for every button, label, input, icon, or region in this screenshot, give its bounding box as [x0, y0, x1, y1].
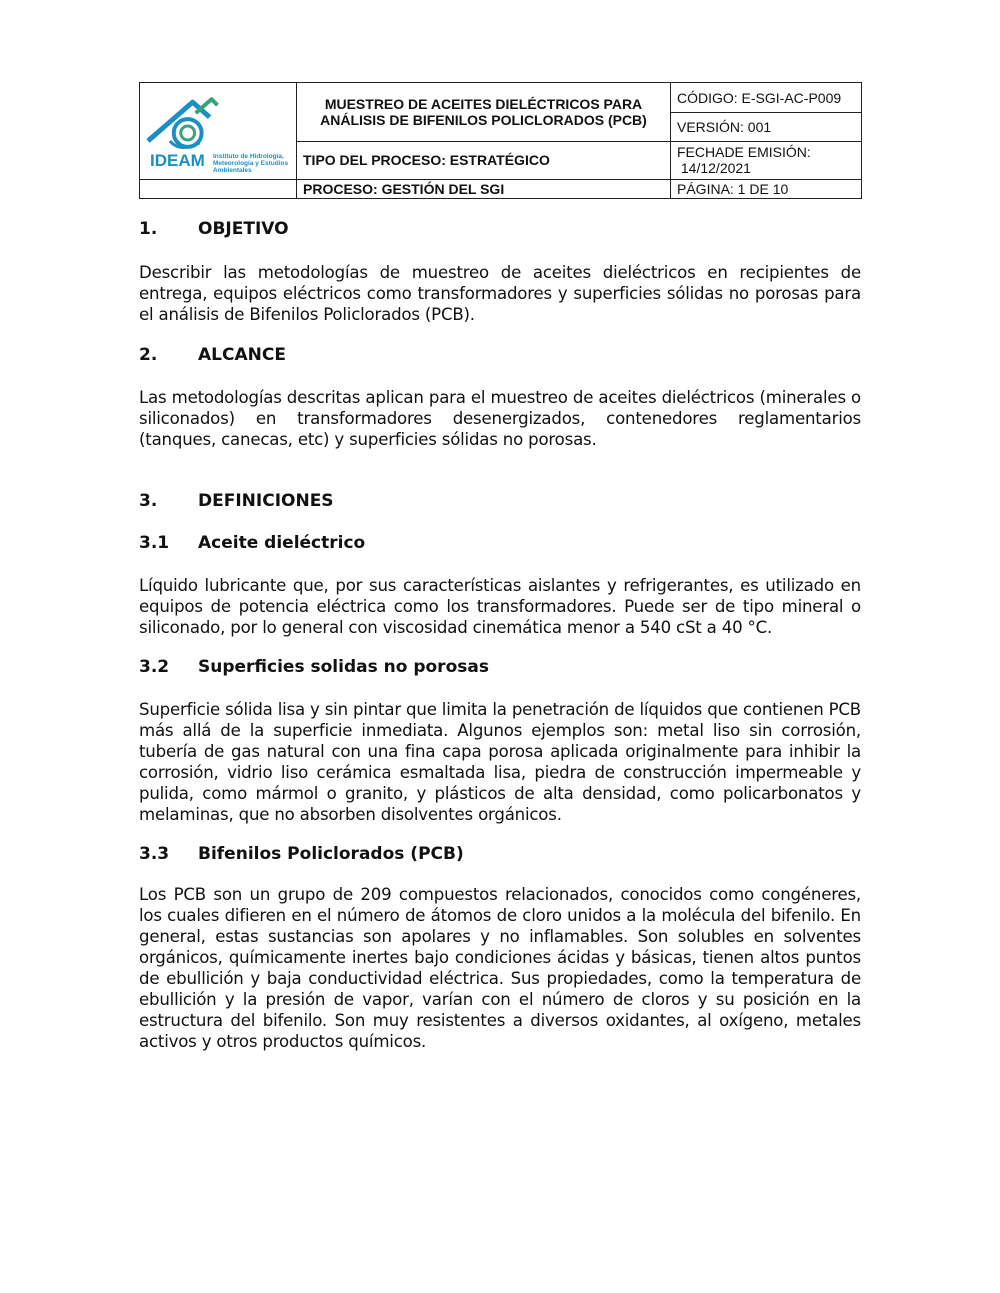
section-number: 3.2 — [139, 657, 170, 677]
pagina-cell: PÁGINA: 1 DE 10 — [671, 180, 862, 199]
title-line-1: MUESTREO DE ACEITES DIELÉCTRICOS PARA — [324, 95, 643, 112]
tipo-proceso-cell: TIPO DEL PROCESO: ESTRATÉGICO — [297, 141, 671, 179]
subsection-heading-superficies — [139, 657, 489, 677]
subsection-heading-aceite-dielectrico — [139, 533, 365, 553]
section-heading-definiciones — [139, 491, 334, 511]
section-body-objetivo: Describir las metodologías de muestreo de aceites dieléctricos en recipientes de entrega, equipos eléctricos como transformadores y superficies sólidas no porosas para el análisis de Bifenilos Policlorados (PCB). — [139, 263, 861, 324]
title-line-2: ANÁLISIS DE BIFENILOS POLICLORADOS (PCB) — [320, 111, 647, 128]
logo-bottom-spacer — [140, 180, 297, 199]
codigo-cell: CÓDIGO: E-SGI-AC-P009 — [671, 83, 862, 113]
version-cell: VERSIÓN: 001 — [671, 113, 862, 141]
document-title — [297, 83, 671, 142]
section-title: OBJETIVO — [198, 219, 289, 239]
proceso-cell: PROCESO: GESTIÓN DEL SGI — [297, 180, 671, 199]
document-header-table — [139, 82, 862, 199]
fecha-emision-value: 14/12/2021 — [677, 160, 751, 177]
logo-cell — [140, 83, 297, 180]
subsection-body-superficies: Superficie sólida lisa y sin pintar que limita la penetración de líquidos que contienen PCB más allá de la superficie inmediata. Algunos ejemplos son: metal liso sin corrosión, tubería de gas natural con una fina capa porosa aplicada originalmente para inhibir la corrosión, vidrio liso cerámica esmaltada lisa, piedra de construcción impermeable y pulida, como mármol o granito, y plásticos de alta densidad, como policarbonatos y melaminas, que no absorben disolventes orgánicos. — [139, 700, 861, 824]
section-title: Superficies solidas no porosas — [198, 657, 489, 677]
section-title: Aceite dieléctrico — [198, 533, 366, 553]
section-body-alcance: Las metodologías descritas aplican para el muestreo de aceites dieléctricos (minerales o siliconados) en transformadores desenergizados, contenedores reglamentarios (tanques, canecas, etc) y superficies sólidas no porosas. — [139, 388, 861, 449]
subsection-body-pcb: Los PCB son un grupo de 209 compuestos relacionados, conocidos como congéneres, los cuales difieren en el número de átomos de cloro unidos a la molécula del bifenilo. En general, estas sustancias son apolares y no inflamables. Son solubles en solventes orgánicos, químicamente inertes bajo condiciones ácidas y básicas, tienen altos puntos de ebullición y baja conductividad eléctrica. Sus propiedades, como la temperatura de ebullición y la presión de vapor, varían con el número de cloros y su posición en la estructura del bifenilo. Son muy resistentes a diversos oxidantes, al oxígeno, metales activos y otros productos químicos. — [139, 885, 861, 1051]
logo-subtitle-text: Instituto de Hidrología, Meteorología y Estudios Ambientales — [213, 153, 289, 174]
section-number: 1. — [139, 219, 158, 239]
fecha-emision-cell — [671, 141, 862, 179]
subsection-heading-pcb — [139, 844, 464, 864]
section-title: DEFINICIONES — [198, 491, 334, 511]
section-heading-alcance — [139, 345, 286, 365]
section-number: 3. — [139, 491, 158, 511]
section-heading-objetivo — [139, 219, 289, 239]
section-number: 2. — [139, 345, 158, 365]
logo-brand-text: IDEAM — [150, 151, 205, 170]
section-title: Bifenilos Policlorados (PCB) — [198, 844, 464, 864]
fecha-emision-label: FECHADE EMISIÓN: — [677, 144, 811, 161]
section-number: 3.1 — [139, 533, 170, 553]
subsection-body-aceite-dielectrico: Líquido lubricante que, por sus características aislantes y refrigerantes, es utilizado en equipos de potencia eléctrica como los transformadores. Puede ser de tipo mineral o siliconado, por lo general con viscosidad cinemática menor a 540 cSt a 40 °C. — [139, 576, 861, 637]
section-number: 3.3 — [139, 844, 170, 864]
section-title: ALCANCE — [198, 345, 286, 365]
